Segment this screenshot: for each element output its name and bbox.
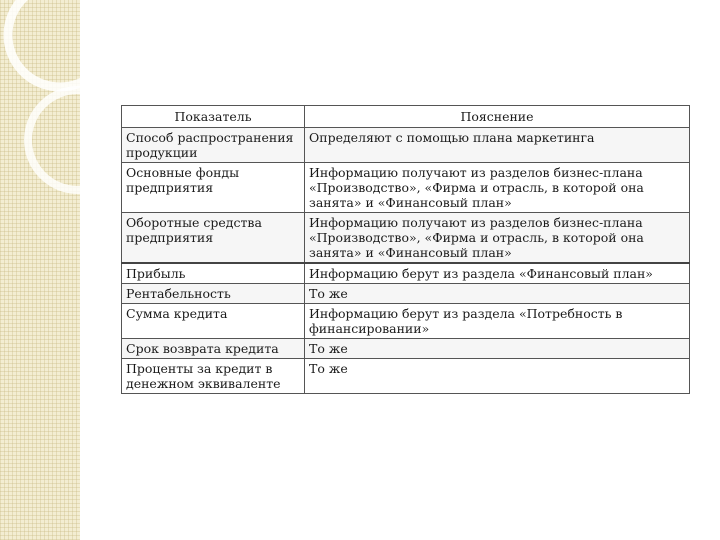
table-row [122, 339, 690, 359]
column-header-explanation: Пояснение [305, 106, 690, 128]
indicator-cell: Прибыль [122, 263, 305, 284]
indicator-cell: Способ распространения продукции [122, 128, 305, 163]
indicator-cell: Сумма кредита [122, 304, 305, 339]
explanation-cell: Информацию берут из раздела «Потребность в финансировании» [305, 304, 690, 339]
decorative-circles-graphic [0, 0, 120, 260]
explanation-cell: Информацию берут из раздела «Финансовый план» [305, 263, 690, 284]
explanation-cell: Информацию получают из разделов бизнес-плана «Производство», «Фирма и отрасль, в которой она занята» и «Финансовый план» [305, 213, 690, 264]
explanation-cell: Определяют с помощью плана маркетинга [305, 128, 690, 163]
explanation-cell: То же [305, 359, 690, 394]
table-row [122, 128, 690, 163]
explanation-cell: То же [305, 284, 690, 304]
indicator-cell: Рентабельность [122, 284, 305, 304]
table-row [122, 213, 690, 264]
table-row [122, 163, 690, 213]
column-header-indicator: Показатель [122, 106, 305, 128]
explanation-cell: То же [305, 339, 690, 359]
indicators-table-container [121, 105, 689, 394]
table-row [122, 284, 690, 304]
table-row [122, 263, 690, 284]
explanation-cell: Информацию получают из разделов бизнес-плана «Производство», «Фирма и отрасль, в которой она занята» и «Финансовый план» [305, 163, 690, 213]
indicator-cell: Проценты за кредит в денежном эквиваленте [122, 359, 305, 394]
table-row [122, 304, 690, 339]
table-row [122, 359, 690, 394]
indicator-cell: Оборотные средства предприятия [122, 213, 305, 264]
indicator-cell: Срок возврата кредита [122, 339, 305, 359]
indicators-table [121, 105, 690, 394]
table-header-row [122, 106, 690, 128]
indicator-cell: Основные фонды предприятия [122, 163, 305, 213]
